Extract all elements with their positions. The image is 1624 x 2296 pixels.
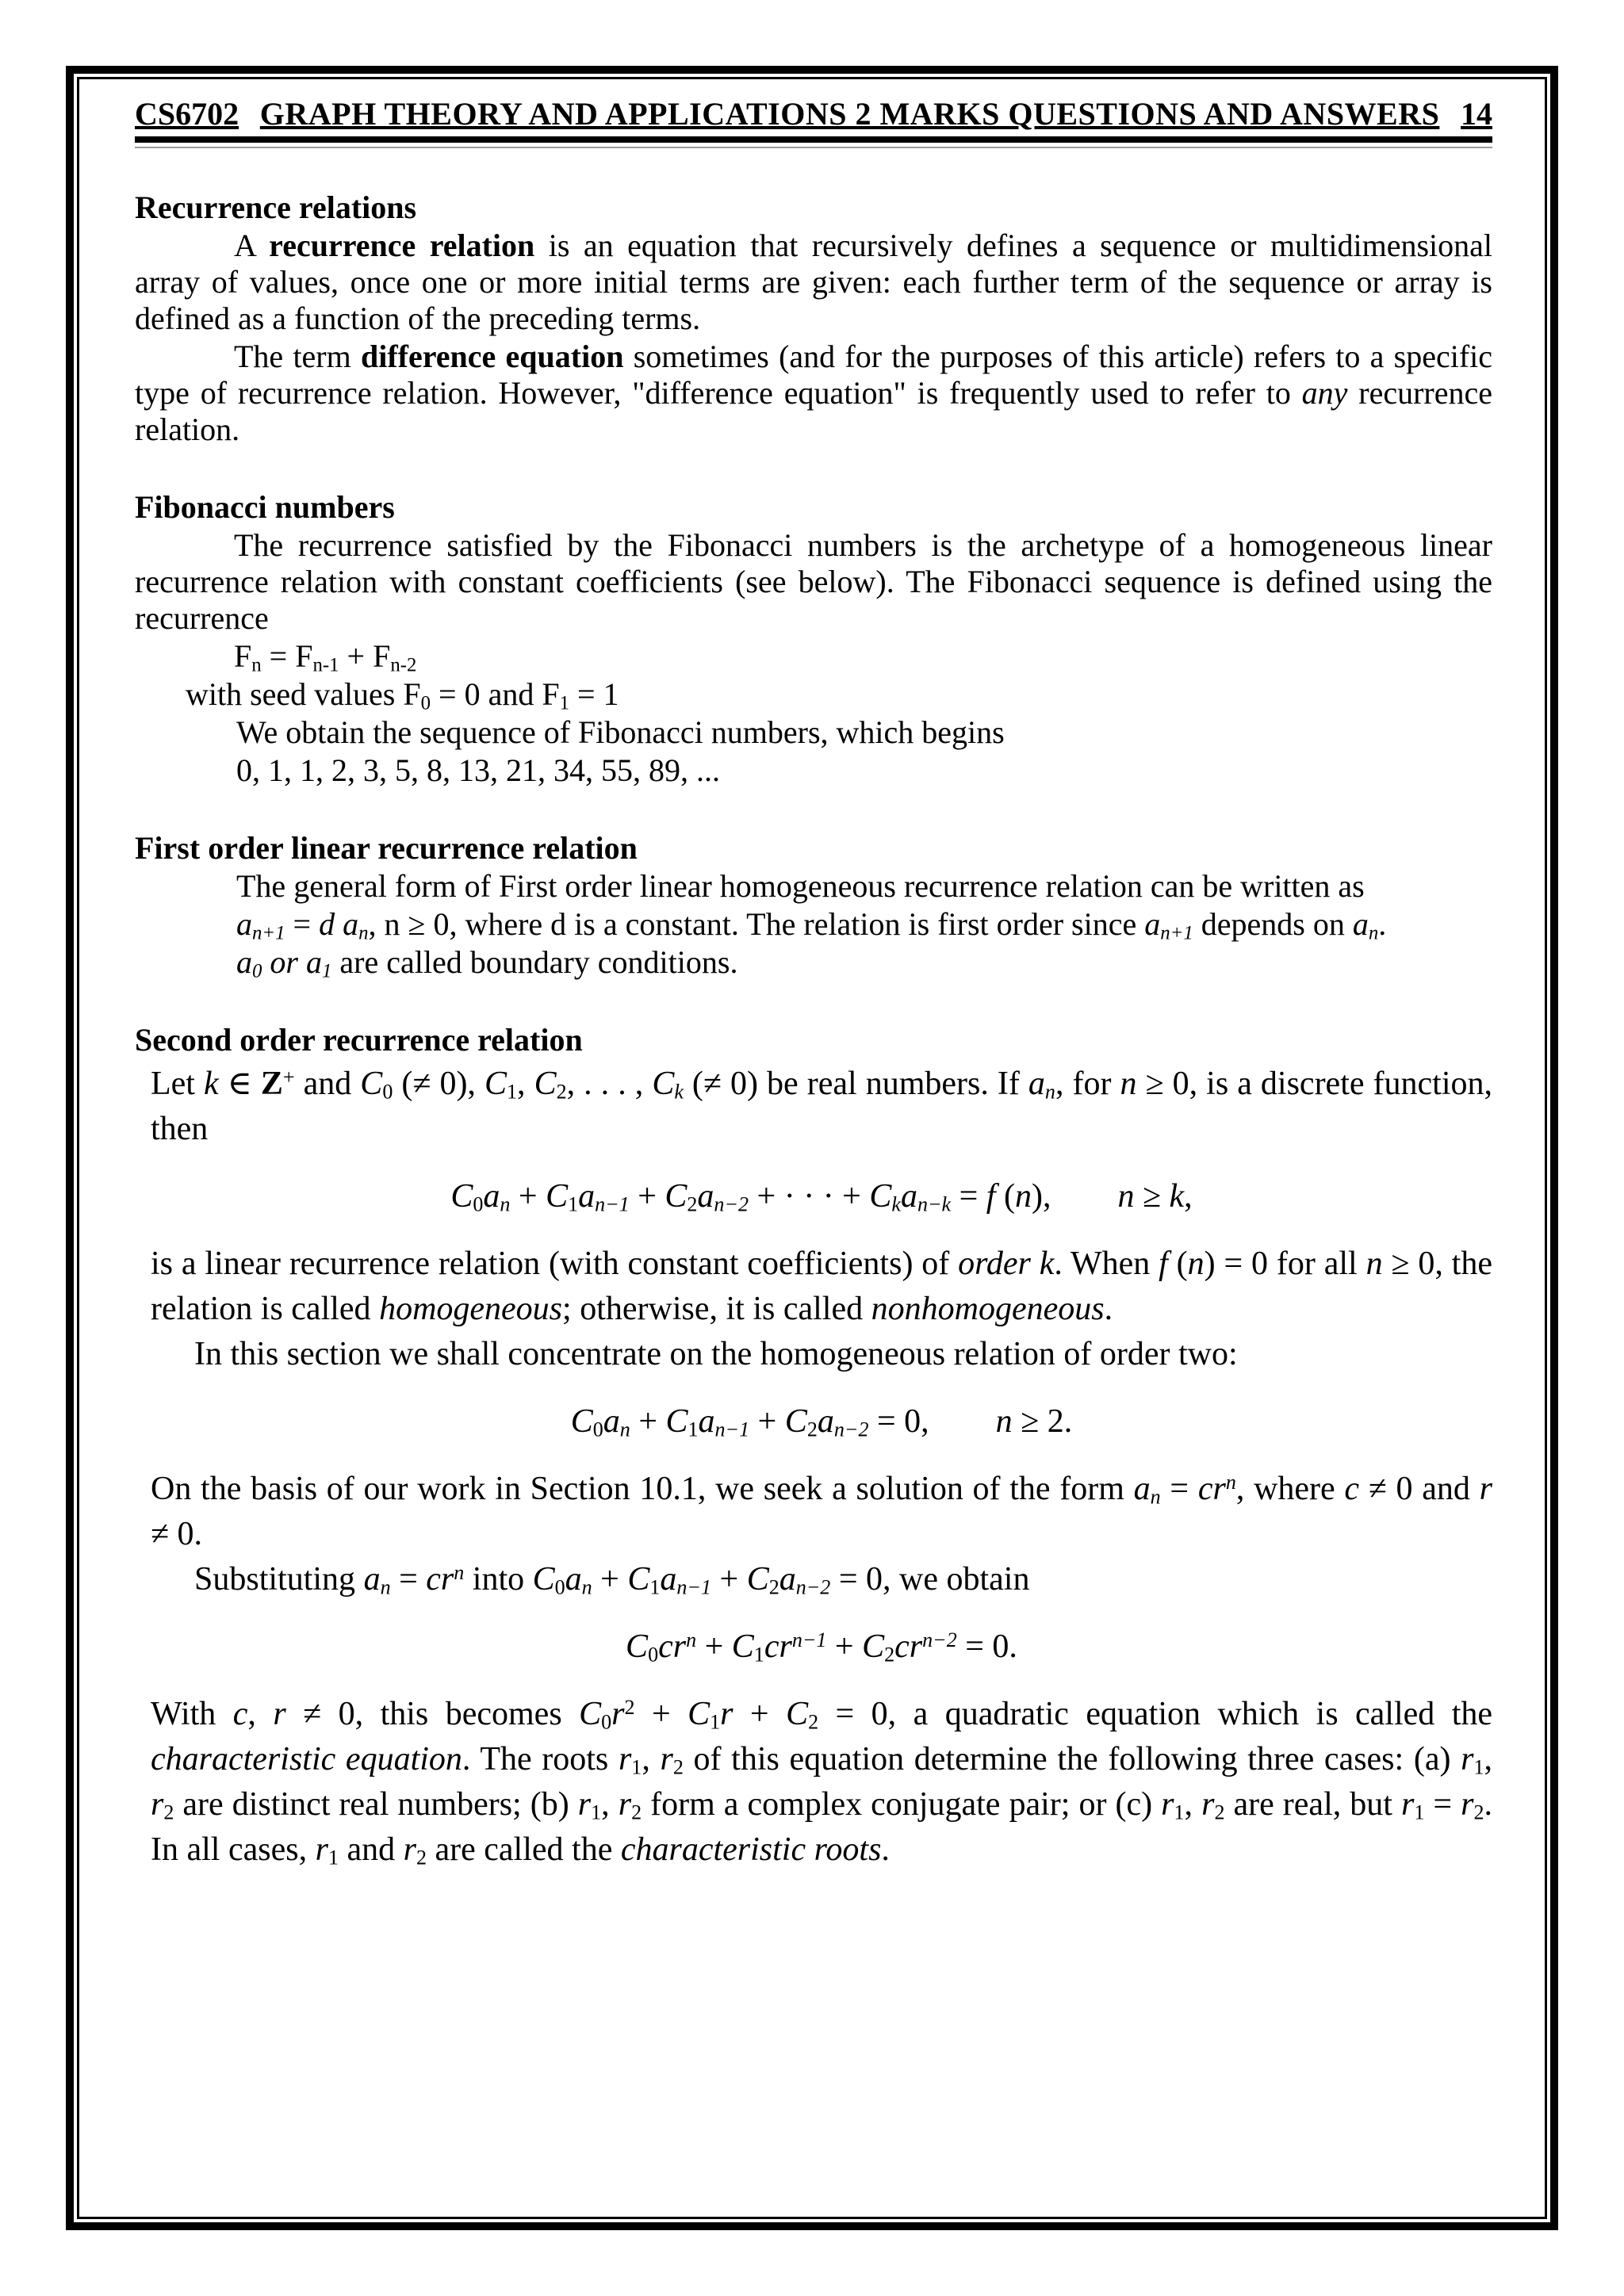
page-border-inner [77, 77, 1547, 2219]
solution-form-paragraph: On the basis of our work in Section 10.1, we seek a solution of the form $a_n = cr^n$, where c ≠ 0 and r ≠ 0. [151, 1470, 1492, 1552]
section-heading-fibonacci-numbers: Fibonacci numbers [135, 489, 395, 525]
order-k-definition-paragraph: is a linear recurrence relation (with constant coefficients) of order k. When f (n) = 0 for all n ≥ 0, the relation is called homogeneous; otherwise, it is called nonhomogeneous. [151, 1246, 1492, 1327]
section-heading-second-order: Second order recurrence relation [135, 1022, 583, 1058]
fibonacci-recurrence-formula: $F_n = F_{n-1} + F_{n-2}$ [234, 638, 417, 676]
textbook-excerpt [151, 1062, 1492, 1873]
second-order-setup-paragraph: Let k ∈ Z+ and $C_0$ (≠ 0), $C_1$, $C_2$, . . . , $C_k$ (≠ 0) be real numbers. If $a_n$, for n ≥ 0, is a discrete function, then [151, 1065, 1493, 1147]
substitution-line: Substituting $a_n = cr^n$ into $C_0a_n + C_1a_{n-1} + C_2a_{n-2} = 0$, we obtain [194, 1560, 1030, 1599]
page-number: 14 [1461, 96, 1492, 132]
page-content [79, 79, 1545, 2217]
difference-equation-paragraph: The term difference equation sometimes (and for the purposes of this article) refers to a specific type of recurrence relation. However, "difference equation" is frequently used to refer to any recurrence relation. [135, 339, 1493, 447]
section-heading-first-order: First order linear recurrence relation [135, 830, 638, 866]
section-heading-recurrence-relations: Recurrence relations [135, 189, 417, 225]
recurrence-definition-paragraph: A recurrence relation is an equation that recursively defines a sequence or multidimensional array of values, once one or more initial terms are given: each further term of the sequence or array is defined as a function of the preceding terms. [135, 228, 1492, 336]
page-border-outer [66, 66, 1558, 2230]
fibonacci-sequence-values: 0, 1, 1, 2, 3, 5, 8, 13, 21, 34, 55, 89, ... [236, 752, 720, 788]
header-rule-thin [135, 147, 1492, 148]
first-order-formula-line: $a_{n+1} = d$ $a_n$, n ≥ 0, where d is a constant. The relation is first order since $a_{n+1}$ depends on $a_n$. [236, 906, 1387, 944]
second-order-focus-line: In this section we shall concentrate on the homogeneous relation of order two: [194, 1336, 1238, 1372]
first-order-boundary-conditions-line: $a_0$ or $a_1$ are called boundary conditions. [236, 944, 738, 982]
course-code: CS6702 [135, 96, 239, 132]
second-order-general-equation: $C_0a_n + C_1a_{n-1} + C_2a_{n-2}$ + · · · + $C_ka_{n-k} = f$ (n), n ≥ k, [450, 1178, 1193, 1216]
header-title: GRAPH THEORY AND APPLICATIONS 2 MARKS QUESTIONS AND ANSWERS [259, 96, 1440, 132]
header-rule [135, 136, 1492, 143]
substituted-equation: $C_0cr^n + C_1cr^{n-1} + C_2cr^{n-2} = 0$. [626, 1628, 1017, 1667]
first-order-general-form-line: The general form of First order linear homogeneous recurrence relation can be written as [236, 868, 1365, 904]
page-header [135, 97, 1492, 132]
second-order-homogeneous-equation: $C_0a_n + C_1a_{n-1} + C_2a_{n-2} = 0$, n ≥ 2. [570, 1403, 1073, 1441]
characteristic-equation-paragraph: With c, r ≠ 0, this becomes $C_0r^2 + C_1r + C_2 = 0$, a quadratic equation which is called the characteristic equation. The roots $r_1$, $r_2$ of this equation determine the following three cases: (a) $r_1$, $r_2$ are distinct real numbers; (b) $r_1$, $r_2$ form a complex conjugate pair; or (c) $r_1$, $r_2$ are real, but $r_1 = r_2$. In all cases, $r_1$ and $r_2$ are called the characteristic roots. [151, 1695, 1493, 1869]
fibonacci-sequence-intro: We obtain the sequence of Fibonacci numbers, which begins [236, 714, 1005, 750]
fibonacci-seed-values: with seed values $F_0 = 0$ and $F_1 = 1$ [186, 676, 619, 714]
fibonacci-intro-paragraph: The recurrence satisfied by the Fibonacci numbers is the archetype of a homogeneous linear recurrence relation with constant coefficients (see below). The Fibonacci sequence is defined using the recurrence [135, 527, 1492, 636]
